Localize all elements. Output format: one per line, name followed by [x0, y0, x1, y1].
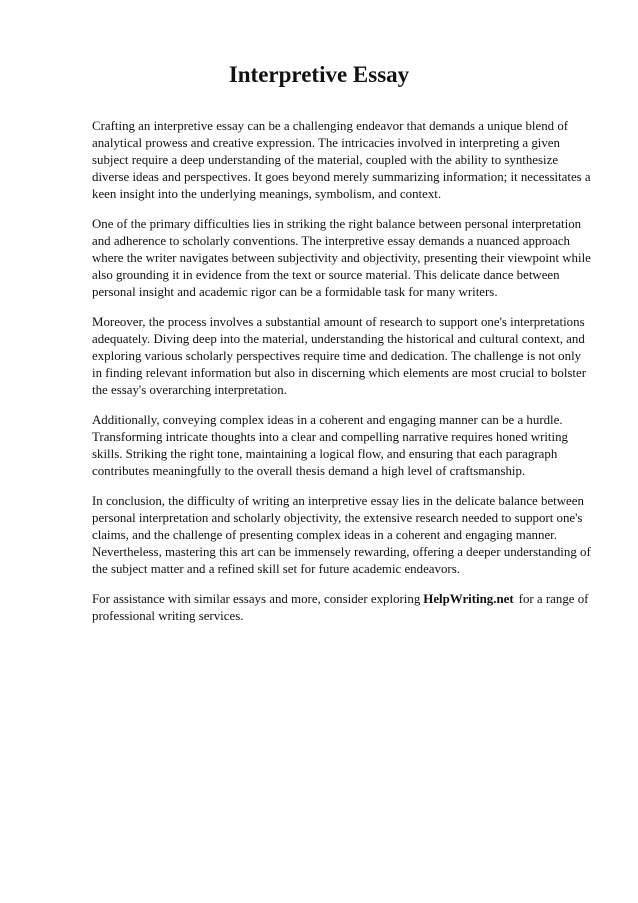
paragraph-2: One of the primary difficulties lies in striking the right balance between personal interpretation and adherence to scholarly conventions. The interpretive essay demands a nuanced approach where the writer navigates between subjectivity and objectivity, presenting their viewpoint while also grounding it in evidence from the text or source material. This delicate dance between personal insight and academic rigor can be a formidable task for many writers. — [92, 217, 591, 299]
closing-paragraph — [92, 591, 592, 625]
paragraph-1: Crafting an interpretive essay can be a challenging endeavor that demands a unique blend of analytical prowess and creative expression. The intricacies involved in interpreting a given subject require a deep understanding of the material, coupled with the ability to synthesize diverse ideas and perspectives. It goes beyond merely summarizing information; it necessitates a keen insight into the underlying meanings, symbolism, and context. — [92, 119, 591, 201]
paragraph-4: Additionally, conveying complex ideas in a coherent and engaging manner can be a hurdle. Transforming intricate thoughts into a clear and compelling narrative requires honed writing skills. Striking the right tone, maintaining a logical flow, and ensuring that each paragraph contributes meaningfully to the overall thesis demand a high level of craftsmanship. — [92, 413, 568, 478]
paragraph-3: Moreover, the process involves a substantial amount of research to support one's interpretations adequately. Diving deep into the material, understanding the historical and cultural context, and exploring various scholarly perspectives require time and dedication. The challenge is not only in finding relevant information but also in discerning which elements are most crucial to bolster the essay's overarching interpretation. — [92, 315, 587, 397]
page-title: Interpretive Essay — [228, 62, 410, 87]
brand-name: HelpWriting.net — [423, 592, 514, 606]
closing-text-after: for a range of professional writing services. — [92, 592, 589, 623]
closing-text-before: For assistance with similar essays and more, consider exploring — [92, 592, 421, 606]
paragraph-5: In conclusion, the difficulty of writing an interpretive essay lies in the delicate balance between personal interpretation and scholarly objectivity, the extensive research needed to support one's claims, and the challenge of presenting complex ideas in a coherent and engaging manner. Nevertheless, mastering this art can be immensely rewarding, offering a deeper understanding of the subject matter and a refined skill set for future academic endeavors. — [92, 494, 591, 576]
